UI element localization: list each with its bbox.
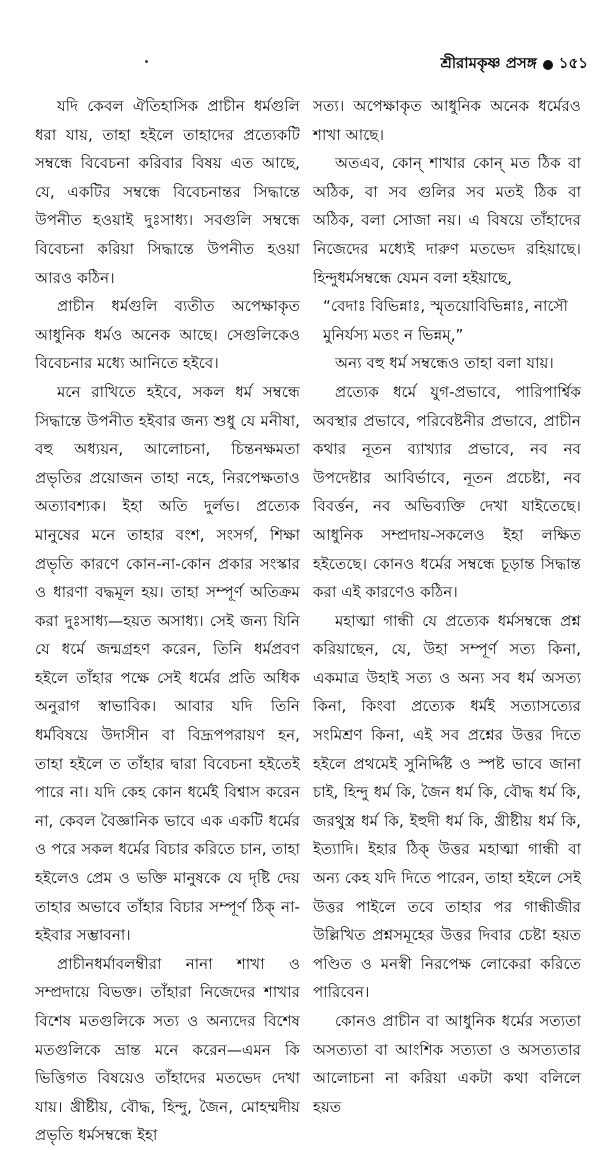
left-column — [35, 92, 300, 1150]
page-number: ১৫১ — [558, 54, 588, 72]
paragraph: অন্য বহু ধর্ম সম্বন্ধেও তাহা বলা যায়। — [335, 354, 554, 373]
paragraph: সত্য। অপেক্ষাকৃত আধুনিক অনেক ধর্মেরও শাখা আছে। — [313, 97, 581, 144]
paragraph: প্রত্যেক ধর্মে যুগ-প্রভাবে, পারিপার্শ্বিক অবস্থার প্রভাবে, পরিবেষ্টনীর প্রভাবে, প্রাচীন কথার নূতন ব্যাখ্যার প্রভাবে, নব নব উপদেষ্টার আবির্ভাবে, নূতন প্রচেষ্টা, নব বিবর্ত্তন, নব অভিব্যক্তি দেখা যাইতেছে। আধুনিক সম্প্রদায়-সকলেও ইহা লক্ষিত হইতেছে। কোনও ধর্মের সম্বন্ধে চূড়ান্ত সিদ্ধান্ত করা এই কারণেও কঠিন। — [313, 382, 581, 602]
paragraph: মনে রাখিতে হইবে, সকল ধর্ম সম্বন্ধে সিদ্ধান্তে উপনীত হইবার জন্য শুধু যে মনীষা, বহু অধ্যয়ন, আলোচনা, চিন্তনক্ষমতা প্রভৃতির প্রয়োজন তাহা নহে, নিরপেক্ষতাও অত্যাবশ্যক। ইহা অতি দুর্লভ। প্রত্যেক মানুষের মনে তাহার বংশ, সংসর্গ, শিক্ষা প্রভৃতি কারণে কোন-না-কোন প্রকার সংস্কার ও ধারণা বদ্ধমূল হয়। তাহা সম্পূর্ণ অতিক্রম করা দুঃসাধ্য—হয়ত অসাধ্য। সেই জন্য যিনি যে ধর্মে জন্মগ্রহণ করেন, তিনি ধর্মপ্রবণ হইলে তাঁহার পক্ষে সেই ধর্মের প্রতি অধিক অনুরাগ স্বাভাবিক। আবার যদি তিনি ধর্মবিষয়ে উদাসীন বা বিদ্রূপপরায়ণ হন, তাহা হইলে ত তাঁহার দ্বারা বিবেচনা হইতেই পারে না। যদি কেহ কোন ধর্মেই বিশ্বাস করেন না, কেবল বৈজ্ঞানিক ভাবে এক একটি ধর্মের ও পরে সকল ধর্মের বিচার করিতে চান, তাহা হইলেও প্রেম ও ভক্তি মানুষকে যে দৃষ্টি দেয় তাহার অভাবে তাঁহার বিচার সম্পূর্ণ ঠিক্ না-হইবার সম্ভাবনা। — [35, 382, 300, 945]
paragraph: মহাত্মা গান্ধী যে প্রত্যেক ধর্মসম্বন্ধে প্রশ্ন করিয়াছেন, যে, উহা সম্পূর্ণ সত্য কিনা, একমাত্র উহাই সত্য ও অন্য সব ধর্ম অসত্য কিনা, কিংবা প্রত্যেক ধর্মই সত্যাসত্যের সংমিশ্রণ কিনা, এই সব প্রশ্নের উত্তর দিতে হইলে প্রথমেই সুনির্দ্দিষ্ট ও স্পষ্ট ভাবে জানা চাই, হিন্দু ধর্ম কি, জৈন ধর্ম কি, বৌদ্ধ ধর্ম কি, জরথুস্ত্র ধর্ম কি, ইহুদী ধর্ম কি, খ্রীষ্টীয় ধর্ম কি, ইত্যাদি। ইহার ঠিক্ উত্তর মহাত্মা গান্ধী বা অন্য কেহ যদি দিতে পারেন, তাহা হইলে সেই উত্তর পাইলে তবে তাহার পর গান্ধীজীর উল্লিখিত প্রশ্নসমূহের উত্তর দিবার চেষ্টা হয়ত পণ্ডিত ও মনস্বী নিরপেক্ষ লোকেরা করিতে পারিবেন। — [313, 611, 581, 1002]
sanskrit-quote-line: “বেদাঃ বিভিন্নাঃ, স্মৃতয়োবিভিন্নাঃ, নাসৌ — [323, 297, 568, 316]
header-title: শ্রীরামকৃষ্ণ প্রসঙ্গ — [440, 54, 537, 72]
paragraph: যদি কেবল ঐতিহাসিক প্রাচীন ধর্মগুলি ধরা যায়, তাহা হইলে তাহাদের প্রত্যেকটি সম্বন্ধে বিবেচনা করিবার বিষয় এত আছে, যে, একটির সম্বন্ধে বিবেচনান্তর সিদ্ধান্তে উপনীত হওয়াই দুঃসাধ্য। সবগুলি সম্বন্ধে বিবেচনা করিয়া সিদ্ধান্তে উপনীত হওয়া আরও কঠিন। — [35, 97, 300, 287]
paragraph: কোনও প্রাচীন বা আধুনিক ধর্মের সত্যতা অসত্যতা বা আংশিক সত্যতা ও অসত্যতার আলোচনা না করিয়া একটা কথা বলিলে হয়ত — [313, 1012, 581, 1116]
paragraph: প্রাচীনধর্মাবলম্বীরা নানা শাখা ও সম্প্রদায়ে বিভক্ত। তাঁহারা নিজেদের শাখার বিশেষ মতগুলিকে সত্য ও অন্যদের বিশেষ মতগুলিকে ভ্রান্ত মনে করেন—এমন কি ভিত্তিগত বিষয়েও তাঁহাদের মতভেদ দেখা যায়। খ্রীষ্টীয়, বৌদ্ধ, হিন্দু, জৈন, মোহম্মদীয় প্রভৃতি ধর্মসম্বন্ধে ইহা — [35, 954, 300, 1145]
paragraph: প্রাচীন ধর্মগুলি ব্যতীত অপেক্ষাকৃত আধুনিক ধর্মও অনেক আছে। সেগুলিকেও বিবেচনার মধ্যে আনিতে হইবে। — [35, 297, 300, 373]
sanskrit-quote-line: মুনির্যস্য মতং ন ভিন্নম্,” — [323, 325, 464, 344]
bullet-icon — [543, 60, 553, 70]
right-column — [313, 92, 581, 1121]
print-speck — [145, 60, 148, 63]
paragraph: অতএব, কোন্ শাখার কোন্ মত ঠিক বা অঠিক, বা সব গুলির সব মতই ঠিক বা অঠিক, বলা সোজা নয়। এ বিষয়ে তাঁহাদের নিজেদের মধ্যেই দারুণ মতভেদ রহিয়াছে। হিন্দুধর্মসম্বন্ধে যেমন বলা হইয়াছে, — [313, 154, 581, 287]
running-header — [440, 52, 588, 77]
